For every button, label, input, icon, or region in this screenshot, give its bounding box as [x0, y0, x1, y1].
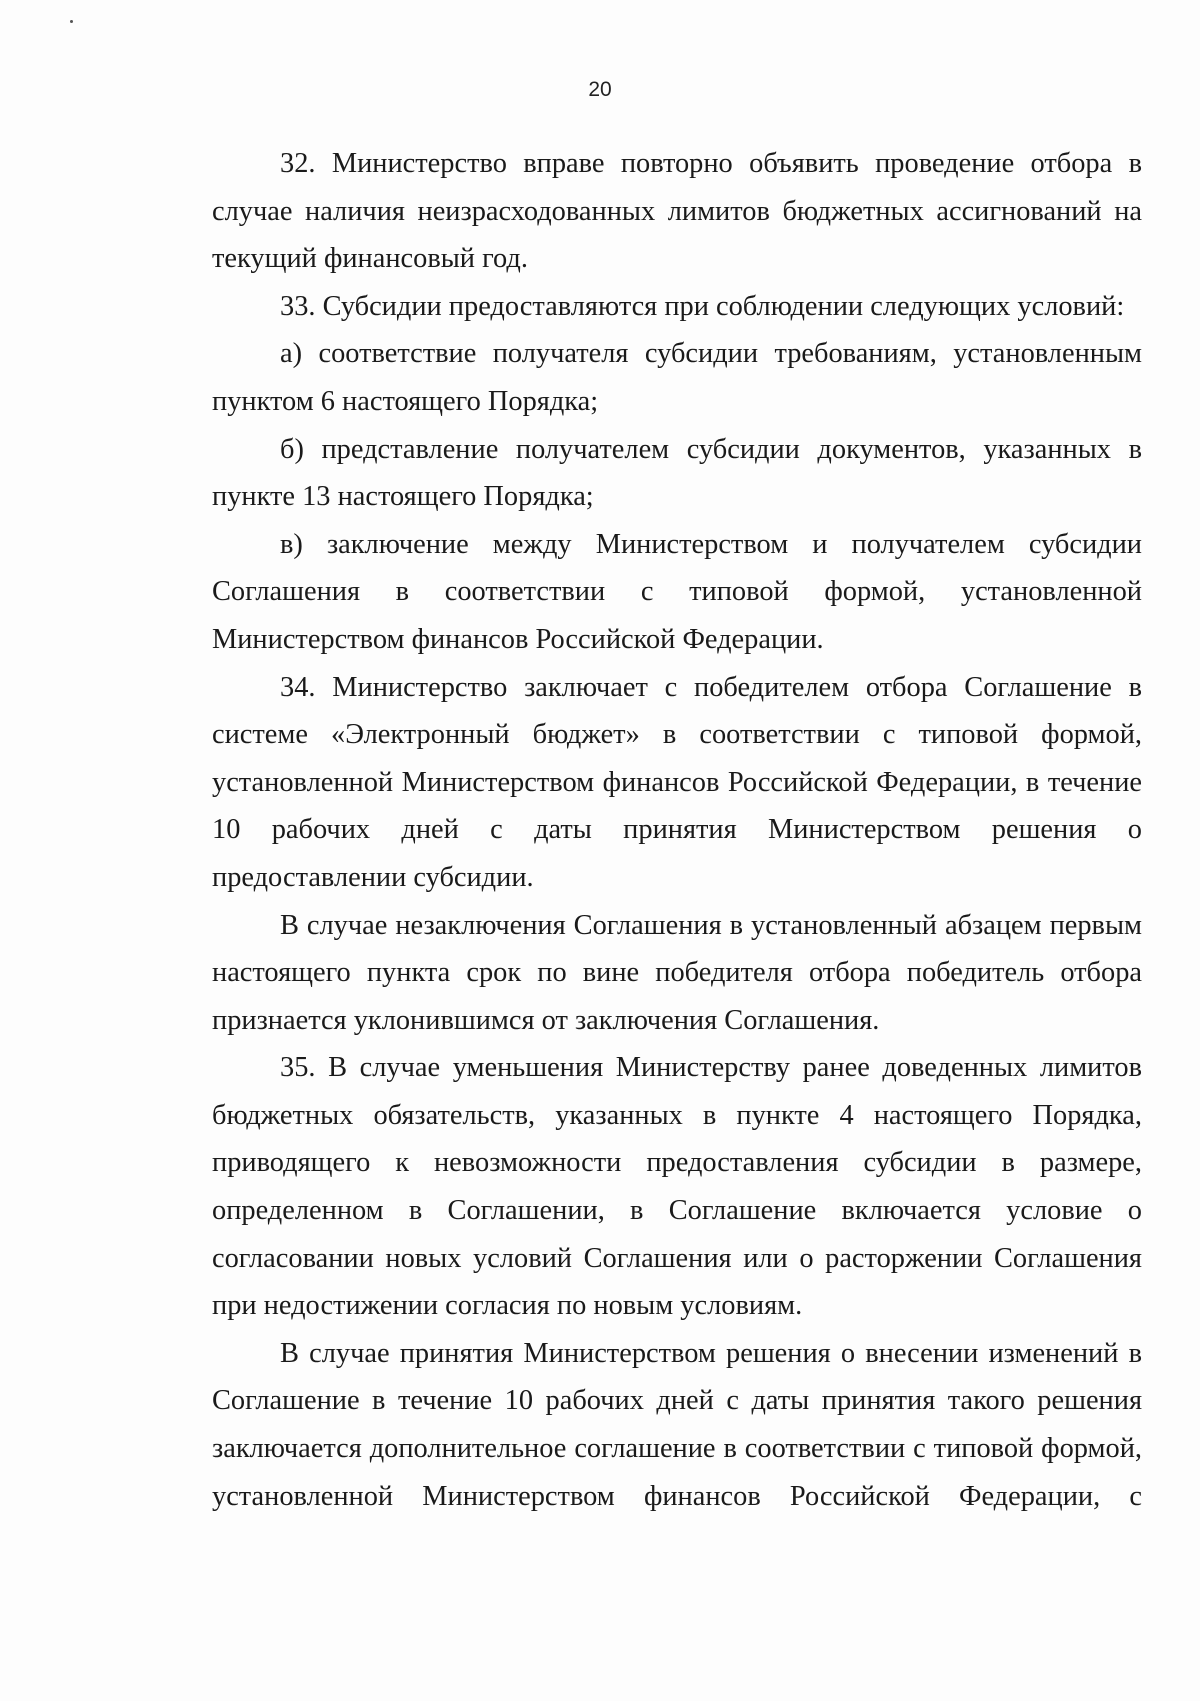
paragraph-34-second: В случае незаключения Соглашения в установленный абзацем первым настоящего пункта срок по вине победителя отбора победитель отбора признается уклонившимся от заключения Соглашения.: [212, 909, 1142, 1036]
paragraph-33-b: б) представление получателем субсидии документов, указанных в пункте 13 настоящего Порядка;: [212, 433, 1142, 513]
paragraph-35-second: В случае принятия Министерством решения о внесении изменений в Соглашение в течение 10 рабочих дней с даты принятия такого решения заключается дополнительное соглашение в соответствии с типовой формой, установленной Министерством финансов Российской Федерации, с: [212, 1337, 1142, 1512]
paragraph-34: 34. Министерство заключает с победителем отбора Соглашение в системе «Электронный бюджет» в соответствии с типовой формой, установленной Министерством финансов Российской Федерации, в течение 10 рабочих дней с даты принятия Министерством решения о предоставлении субсидии.: [212, 671, 1142, 893]
paragraph-33-a: а) соответствие получателя субсидии требованиям, установленным пунктом 6 настоящего Порядка;: [212, 338, 1142, 417]
paragraph-32: 32. Министерство вправе повторно объявить проведение отбора в случае наличия неизрасходованных лимитов бюджетных ассигнований на текущий финансовый год.: [212, 148, 1142, 275]
paragraph-33: 33. Субсидии предоставляются при соблюдении следующих условий:: [280, 290, 1125, 322]
page-number: 20: [588, 78, 612, 101]
paragraph-35: 35. В случае уменьшения Министерству ранее доведенных лимитов бюджетных обязательств, указанных в пункте 4 настоящего Порядка, приводящего к невозможности предоставления субсидии в размере, определенном в Соглашении, в Соглашение включается условие о согласовании новых условий Соглашения или о расторжении Соглашения при недостижении согласия по новым условиям.: [212, 1052, 1142, 1322]
paragraph-33-v: в) заключение между Министерством и получателем субсидии Соглашения в соответствии с типовой формой, установленной Министерством финансов Российской Федерации.: [212, 528, 1142, 655]
document-body: [212, 140, 1142, 1520]
scan-speck: [70, 20, 73, 23]
